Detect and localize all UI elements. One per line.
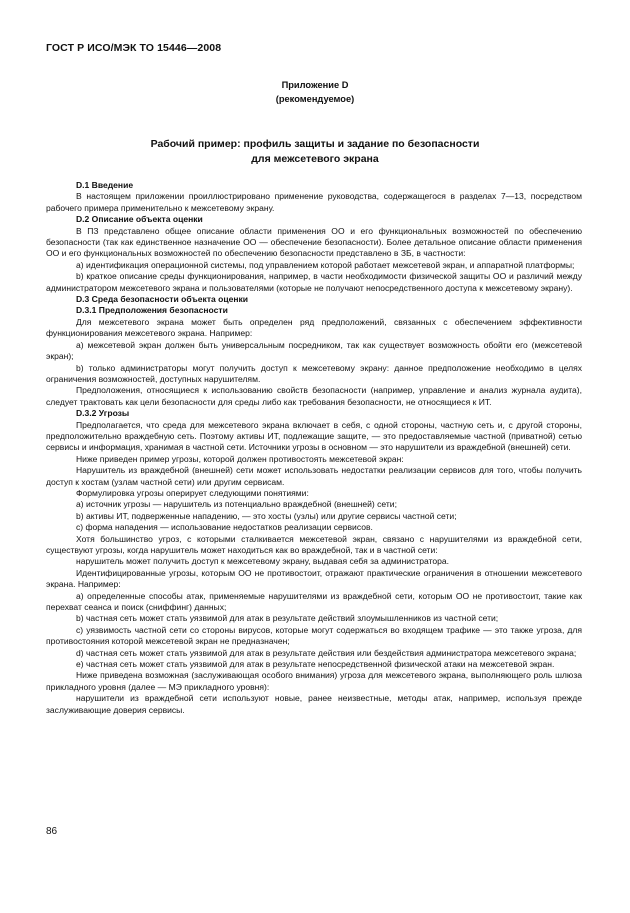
list-item: a) источник угрозы — нарушитель из потенциально враждебной (внешней) сети;: [76, 499, 397, 510]
list-item: a) межсетевой экран должен быть универсальным посредником, так как существует возможность обойти его (межсетевой экран);: [46, 339, 582, 362]
paragraph: В настоящем приложении проиллюстрировано применение руководства, содержащегося в разделах 7—13, посредством рабочего примера применительно к межсетевому экрану.: [46, 191, 582, 213]
list-item: b) активы ИТ, подверженные нападению, — это хосты (узлы) или другие сервисы частной сети;: [76, 510, 457, 521]
title-line-1: Рабочий пример: профиль защиты и задание по безопасности: [150, 138, 480, 150]
section-heading: D.2 Описание объекта оценки: [76, 214, 203, 225]
list-item: c) форма нападения — использование недостатков реализации сервисов.: [76, 522, 373, 533]
annex-status: (рекомендуемое): [275, 94, 355, 104]
paragraph: Идентифицированные угрозы, которым ОО не противостоит, отражают практические ограничения в отношении межсетевого экрана. Например:: [46, 567, 582, 590]
paragraph: нарушители из враждебной сети используют новые, ранее неизвестные, методы атак, например, используя прежде заслуживающие доверия сервисы.: [46, 693, 582, 715]
annex-title: [0, 137, 630, 167]
paragraph: Предположения, относящиеся к использованию свойств безопасности (например, управление и анализ журнала аудита), следует трактовать как цели безопасности для среды либо как требования безопасности, не относящиеся к ИТ.: [46, 385, 582, 407]
annex-heading: [0, 78, 630, 106]
paragraph: Для межсетевого экрана может быть определен ряд предположений, связанных с обеспечением эффективности функционирования межсетевого экрана. Например:: [46, 316, 582, 339]
page-number: 86: [46, 826, 58, 837]
paragraph: Формулировка угрозы оперирует следующими понятиями:: [76, 487, 309, 498]
document-header: ГОСТ Р ИСО/МЭК ТО 15446—2008: [46, 42, 222, 54]
list-item: d) частная сеть может стать уязвимой для атак в результате действия или бездействия администратора межсетевого экрана;: [76, 647, 577, 658]
list-item: b) только администраторы могут получить доступ к межсетевому экрану: данное предположение необходимо в целях ограничения возможностей, доступных нарушителям.: [46, 362, 582, 384]
annex-label: Приложение D: [281, 80, 349, 90]
title-line-2: для межсетевого экрана: [251, 153, 379, 165]
list-item: e) частная сеть может стать уязвимой для атак в результате непосредственной физической атаки на межсетевой экран.: [76, 659, 555, 670]
list-item: b) частная сеть может стать уязвимой для атак в результате действий злоумышленников из частной сети;: [76, 613, 499, 624]
paragraph: Ниже приведен пример угрозы, которой должен противостоять межсетевой экран:: [76, 453, 404, 464]
list-item: b) краткое описание среды функционирования, например, в части необходимости физической защиты ОО и различий между администратором межсетевого экрана и пользователями (которые не получают непосредственного доступа к межсетевому экрану).: [46, 271, 582, 293]
list-item: c) уязвимость частной сети со стороны вирусов, которые могут содержаться во входящем трафике — это также угроза, для противостояния которой межсетевой экран не предназначен;: [46, 624, 582, 647]
subsection-heading: D.3.2 Угрозы: [76, 408, 130, 419]
paragraph: Хотя большинство угроз, с которыми сталкивается межсетевой экран, связано с нарушителями из враждебной сети, существуют угрозы, когда нарушитель может находиться как во враждебной, так и в частной сети:: [46, 533, 582, 555]
list-item: a) идентификация операционной системы, под управлением которой работает межсетевой экран, и аппаратной платформы;: [76, 259, 575, 270]
paragraph: Предполагается, что среда для межсетевого экрана включает в себя, с одной стороны, частную сеть и, с другой стороны, предположительно враждебную сеть. Поэтому активы ИТ, подлежащие защите, — это предоставляемые частной (приватной) сетью сервисы и информация, хранимая в частной сети. Источники угрозы в основном — это нарушители из враждебной (внешней) сети.: [46, 419, 582, 453]
paragraph: нарушитель может получить доступ к межсетевому экрану, выдавая себя за администратора.: [76, 556, 450, 567]
list-item: a) определенные способы атак, применяемые нарушителями из враждебной сети, которым ОО не противостоит, такие как перехват сеанса и поиск (сниффинг) данных;: [46, 590, 582, 613]
section-heading: D.3 Среда безопасности объекта оценки: [76, 294, 249, 305]
section-heading: D.1 Введение: [76, 180, 134, 190]
paragraph: Ниже приведена возможная (заслуживающая особого внимания) угроза для межсетевого экрана, выполняющего роль шлюза прикладного уровня (далее — МЭ прикладного уровня):: [46, 670, 582, 692]
paragraph: В ПЗ представлено общее описание области применения ОО и его функциональных возможностей по обеспечению безопасности (так как единственное назначение ОО — обеспечение безопасности). Более детальное описание области применения ОО и его функциональных возможностей по обеспечению безопасности представлено в ЗБ, в частности:: [46, 225, 582, 259]
paragraph: Нарушитель из враждебной (внешней) сети может использовать недостатки реализации сервисов для того, чтобы получить доступ к хостам (узлам частной сети) или другим сервисам.: [46, 465, 582, 487]
document-body: [46, 180, 582, 716]
subsection-heading: D.3.1 Предположения безопасности: [76, 305, 228, 316]
